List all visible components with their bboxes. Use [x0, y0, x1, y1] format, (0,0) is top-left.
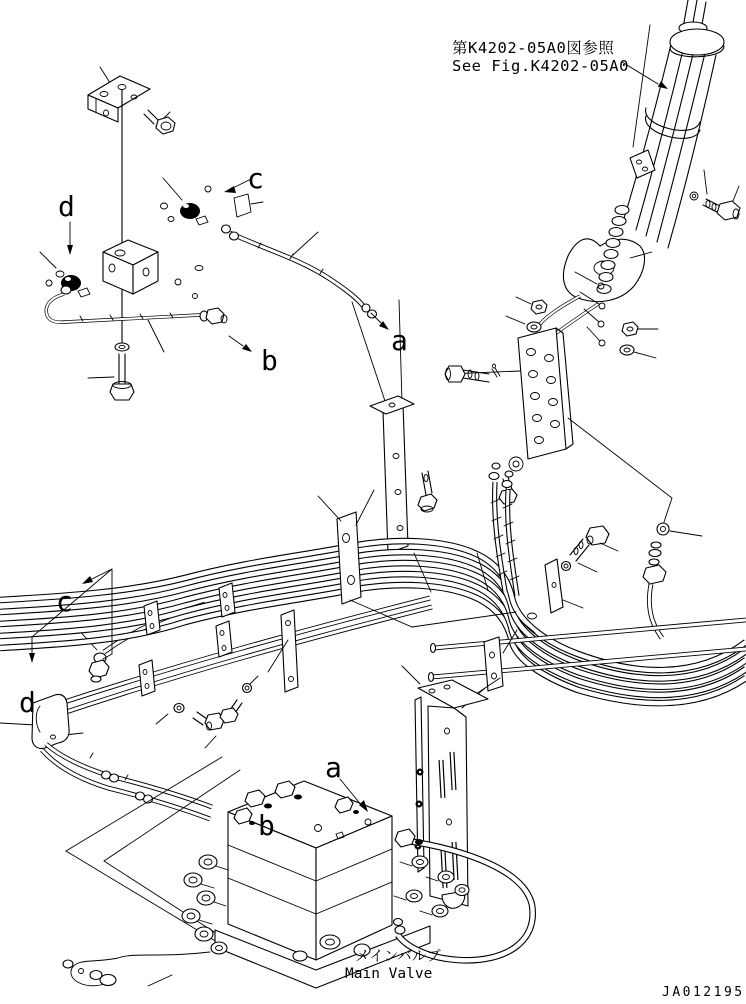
label-a-upper: a	[391, 324, 408, 357]
label-b-lower: b	[258, 809, 275, 842]
label-a-lower: a	[325, 751, 342, 784]
upper-junction-assembly	[40, 67, 211, 400]
label-c-lower: c	[56, 585, 73, 618]
right-mid-hardware	[522, 523, 702, 638]
label-d-lower: d	[19, 686, 36, 719]
reference-note-en: See Fig.K4202-05A0	[452, 57, 629, 75]
pipe-to-b-upper	[46, 286, 227, 352]
main-valve-label-en: Main Valve	[345, 966, 433, 982]
main-valve-label-jp: メインバルブ	[355, 949, 441, 965]
label-d-upper: d	[58, 190, 75, 223]
label-b-upper: b	[261, 344, 278, 377]
hose-to-a-upper	[222, 194, 377, 318]
drawing-number: JA012195	[662, 985, 745, 1000]
label-c-upper: c	[247, 162, 264, 195]
reference-note-jp: 第K4202-05A0図参照	[452, 39, 615, 57]
perforated-bracket-plate	[445, 328, 672, 522]
